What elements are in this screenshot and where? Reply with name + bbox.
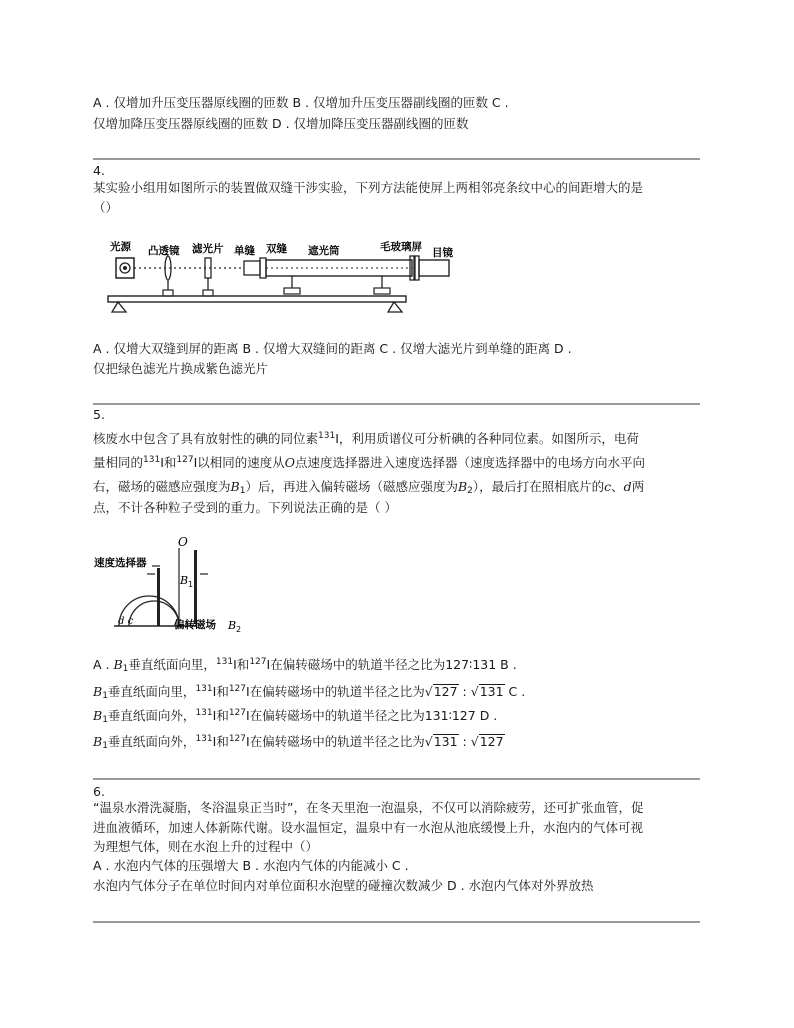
q4-number: 4. [93,163,105,178]
mass-spectrometer-figure [94,536,254,636]
q6-stem-line-2: 进血液循环，加速人体新陈代谢。设水温恒定，温泉中有一水泡从池底缓慢上升，水泡内的气体可视 [93,820,644,835]
label-tube: 遮光筒 [308,245,340,257]
q4-options-line-1: A . 仅增大双缝到屏的距离 B . 仅增大双缝间的距离 C . 仅增大滤光片到单缝的距离 D . [93,341,572,356]
label-deflection-field: 偏转磁场 [174,619,216,631]
svg-text:B: B [228,619,237,632]
divider [93,778,700,780]
single-slit-holder [244,261,260,275]
q5-option-D: $B_1$垂直纸面向外，$^{131}$I和$^{127}$I在偏转磁场中的轨道半径之比为√131 : √127 [93,734,504,751]
q5-stem-line-3: 右，磁场的磁感应强度为$B_1$）后，再进入偏转磁场（磁感应强度为$B_2$），最后打在照相底片的c、d两 [93,479,645,496]
double-slit-apparatus-figure [104,236,464,320]
divider [93,403,700,405]
selector-plate-right [194,550,197,624]
label-convex-lens: 凸透镜 [148,245,180,257]
q6-stem-line-1: “温泉水滑洗凝脂，冬浴温泉正当时”，在冬天里泡一泡温泉，不仅可以消除疲劳，还可扩张血管，促 [93,800,644,815]
label-double-slit: 双缝 [266,243,287,255]
q6-options-line-2: 水泡内气体分子在单位时间内对单位面积水泡壁的碰撞次数减少 D . 水泡内气体对外界放热 [93,878,594,893]
q5-stem-line-1: 核废水中包含了具有放射性的碘的同位素$^{131}$I，利用质谱仪可分析碘的各种同位素。如图所示，电荷 [93,431,639,446]
q5-option-C: $B_1$垂直纸面向外，$^{131}$I和$^{127}$I在偏转磁场中的轨道半径之比为131∶127 D . [93,708,498,725]
label-eyepiece: 目镜 [432,247,453,259]
q4-stem-line-1: 某实验小组用如图所示的装置做双缝干涉实验，下列方法能使屏上两相邻亮条纹中心的间距增大的是 [93,180,644,195]
optical-bench [108,296,406,302]
divider [93,921,700,923]
q5-stem-line-2: 量相同的$^{131}$I和$^{127}$I以相同的速度从O点速度选择器进入速度选择器（速度选择器中的电场方向水平向 [93,455,646,470]
label-dc: d c [118,616,134,627]
label-filter: 滤光片 [192,243,224,255]
q4-stem-line-2: （） [93,200,119,215]
label-single-slit: 单缝 [234,245,255,257]
divider [93,158,700,160]
q3-options-line-1: A . 仅增加升压变压器原线圈的匝数 B . 仅增加升压变压器副线圈的匝数 C . [93,95,509,110]
q4-options-line-2: 仅把绿色滤光片换成紫色滤光片 [93,361,269,376]
svg-text:1: 1 [188,580,194,589]
q3-options-line-2: 仅增加降压变压器原线圈的匝数 D . 仅增加降压变压器副线圈的匝数 [93,116,469,131]
q5-option-A: A . $B_1$垂直纸面向里，$^{131}$I和$^{127}$I在偏转磁场中的轨道半径之比为127∶131 B . [93,657,517,674]
q5-stem-line-4: 点，不计各种粒子受到的重力。下列说法正确的是（ ） [93,500,397,515]
q5-option-B: $B_1$垂直纸面向里，$^{131}$I和$^{127}$I在偏转磁场中的轨道半径之比为√127 : √131 C . [93,684,526,701]
q6-number: 6. [93,784,105,799]
label-velocity-selector: 速度选择器 [94,557,147,569]
q6-options-line-1: A . 水泡内气体的压强增大 B . 水泡内气体的内能减小 C . [93,858,409,873]
eyepiece [419,260,449,276]
label-B1: B [180,574,189,587]
arc-inner [129,601,179,626]
q6-stem-line-3: 为理想气体，则在水泡上升的过程中（） [93,839,319,854]
double-slit-holder [260,258,266,278]
label-screen: 毛玻璃屏 [380,241,422,253]
label-light-source: 光源 [110,241,131,253]
svg-text:2: 2 [236,625,242,634]
label-O: O [178,536,188,549]
q5-number: 5. [93,407,105,422]
